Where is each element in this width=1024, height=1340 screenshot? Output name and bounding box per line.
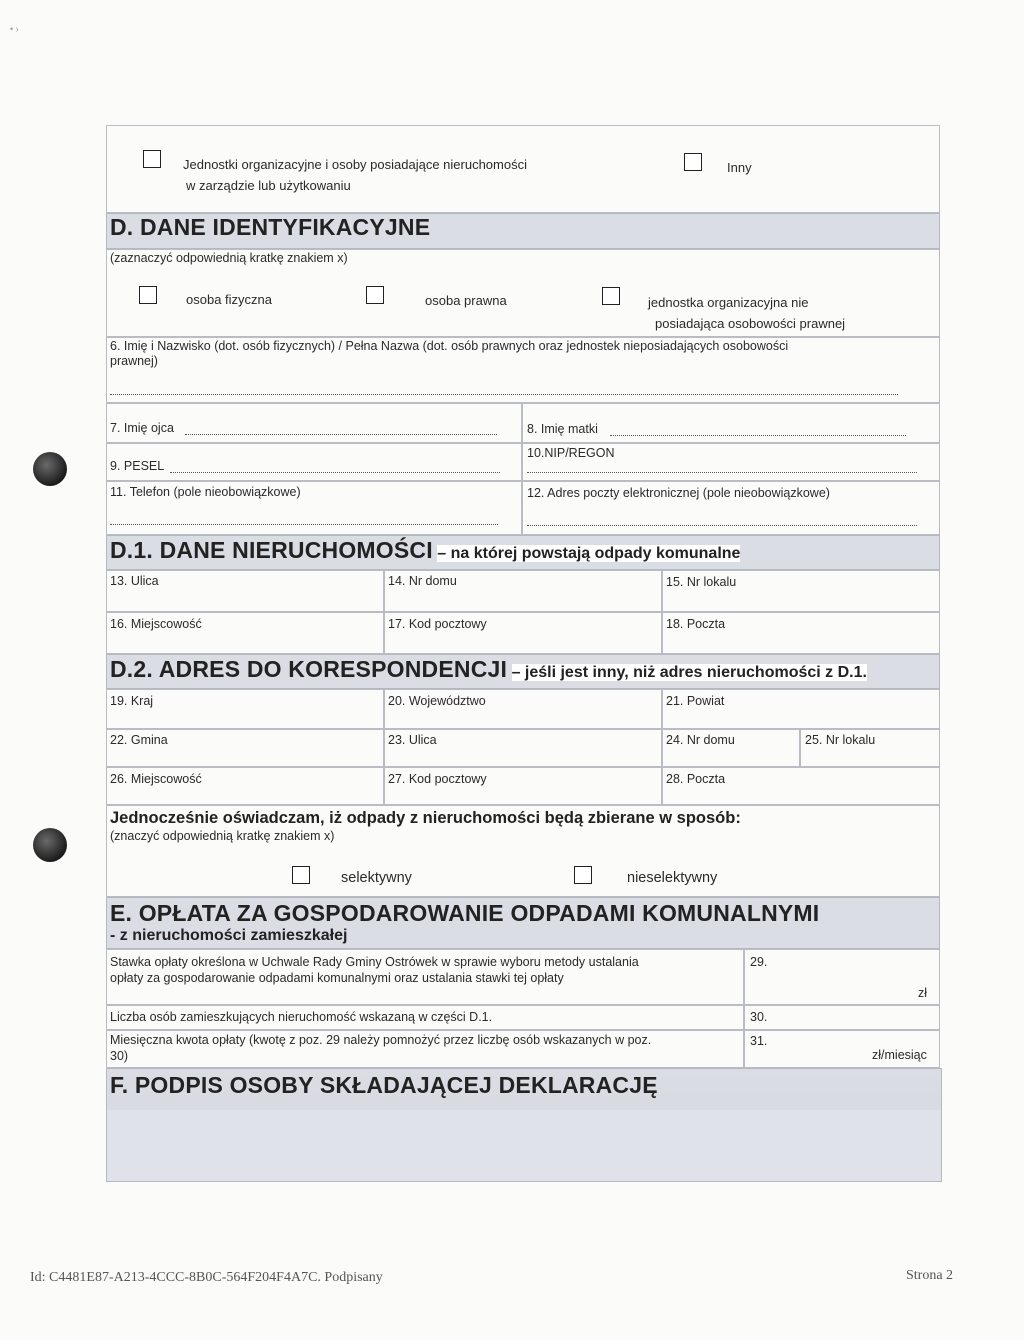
section-d2-title (110, 656, 867, 683)
punch-hole-top (33, 452, 67, 486)
field-6-label-line2: prawnej) (110, 354, 158, 368)
field-31-unit: zł/miesiąc (872, 1048, 927, 1062)
field-15-label: 15. Nr lokalu (666, 575, 737, 589)
section-e-subtitle: - z nieruchomości zamieszkałej (110, 927, 348, 944)
field-21-label: 21. Powiat (666, 694, 725, 708)
section-d-title: D. DANE IDENTYFIKACYJNE (110, 214, 431, 240)
field-9-label: 9. PESEL (110, 459, 165, 473)
option-nieselektywny: nieselektywny (627, 870, 718, 886)
field-24-label: 24. Nr domu (666, 733, 735, 747)
field-30-box[interactable] (744, 1005, 940, 1030)
checkbox-selektywny[interactable] (292, 866, 310, 884)
field-28-label: 28. Poczta (666, 772, 726, 786)
field-8-input[interactable] (610, 435, 906, 436)
field-26-label: 26. Miejscowość (110, 772, 202, 786)
field-11-input[interactable] (110, 524, 498, 525)
field-18-label: 18. Poczta (666, 617, 726, 631)
field-27-label: 27. Kod pocztowy (388, 772, 487, 786)
option-inny: Inny (727, 160, 752, 175)
field-8-label: 8. Imię matki (527, 422, 598, 436)
option-jednostka-line2: posiadająca osobowości prawnej (655, 316, 846, 331)
field-6-input[interactable] (110, 394, 898, 395)
field-22-label: 22. Gmina (110, 733, 168, 747)
section-f-title: F. PODPIS OSOBY SKŁADAJĄCEJ DEKLARACJĘ (110, 1072, 658, 1098)
checkbox-osoba-fizyczna[interactable] (139, 286, 157, 304)
option-jednostki-line2: w zarządzie lub użytkowaniu (186, 178, 351, 193)
section-d1-title-rest: – na której powstają odpady komunalne (437, 545, 741, 562)
field-25-label: 25. Nr lokalu (805, 733, 876, 747)
row-31-label-line1: Miesięczna kwota opłaty (kwotę z poz. 29 należy pomnożyć przez liczbę osób wskazanych w poz. (110, 1033, 652, 1047)
page-mark: • › (10, 24, 19, 34)
field-23-label: 23. Ulica (388, 733, 437, 747)
field-7-label: 7. Imię ojca (110, 421, 174, 435)
field-14-label: 14. Nr domu (388, 574, 457, 588)
signature-area[interactable] (107, 1110, 941, 1181)
checkbox-inny[interactable] (684, 153, 702, 171)
field-30-num: 30. (750, 1010, 768, 1024)
section-d1-title (110, 537, 740, 564)
checkbox-jednostki[interactable] (143, 150, 161, 168)
row-30-label: Liczba osób zamieszkujących nieruchomość wskazaną w części D.1. (110, 1010, 493, 1024)
footer-page-number: Strona 2 (906, 1268, 954, 1283)
field-7-input[interactable] (185, 434, 497, 435)
row-29-label-line1: Stawka opłaty określona w Uchwale Rady Gminy Ostrówek w sprawie wyboru metody ustalania (110, 955, 639, 969)
field-13-label: 13. Ulica (110, 574, 159, 588)
option-osoba-fizyczna: osoba fizyczna (186, 292, 272, 307)
field-11-label: 11. Telefon (pole nieobowiązkowe) (110, 485, 301, 499)
punch-hole-bottom (33, 828, 67, 862)
field-9-box (106, 443, 522, 481)
field-10-input[interactable] (527, 472, 917, 473)
field-6-label-line1: 6. Imię i Nazwisko (dot. osób fizycznych) / Pełna Nazwa (dot. osób prawnych oraz jednostek nieposiadających osobowości (110, 339, 789, 353)
option-osoba-prawna: osoba prawna (425, 293, 507, 308)
field-17-label: 17. Kod pocztowy (388, 617, 487, 631)
field-29-box[interactable] (744, 949, 940, 1005)
section-d1-title-main: D.1. DANE NIERUCHOMOŚCI (110, 537, 433, 563)
section-e-title: E. OPŁATA ZA GOSPODAROWANIE ODPADAMI KOMUNALNYMI (110, 900, 820, 926)
field-31-num: 31. (750, 1034, 768, 1048)
declaration-hint: (znaczyć odpowiednią kratkę znakiem x) (110, 829, 335, 843)
checkbox-jednostka-org[interactable] (602, 287, 620, 305)
checkbox-nieselektywny[interactable] (574, 866, 592, 884)
field-12-input[interactable] (527, 525, 917, 526)
field-9-input[interactable] (170, 472, 500, 473)
footer-id: Id: C4481E87-A213-4CCC-8B0C-564F204F4A7C. Podpisany (30, 1270, 383, 1285)
field-19-label: 19. Kraj (110, 694, 154, 708)
option-jednostki-line1: Jednostki organizacyjne i osoby posiadające nieruchomości (183, 157, 527, 172)
field-29-num: 29. (750, 955, 768, 969)
row-31-label-line2: 30) (110, 1049, 129, 1063)
declaration-text: Jednocześnie oświadczam, iż odpady z nieruchomości będą zbierane w sposób: (110, 809, 741, 827)
option-jednostka-line1: jednostka organizacyjna nie (648, 295, 809, 310)
field-16-label: 16. Miejscowość (110, 617, 202, 631)
section-d2-title-rest: – jeśli jest inny, niż adres nieruchomości z D.1. (511, 664, 867, 681)
row-29-label-line2: opłaty za gospodarowanie odpadami komunalnymi oraz ustalania stawki tej opłaty (110, 971, 564, 985)
section-d-hint: (zaznaczyć odpowiednią kratkę znakiem x) (110, 251, 348, 265)
field-10-label: 10.NIP/REGON (527, 446, 615, 460)
field-29-unit: zł (918, 986, 928, 1000)
section-d2-title-main: D.2. ADRES DO KORESPONDENCJI (110, 656, 508, 682)
field-12-label: 12. Adres poczty elektronicznej (pole nieobowiązkowe) (527, 486, 830, 500)
field-20-label: 20. Województwo (388, 694, 486, 708)
checkbox-osoba-prawna[interactable] (366, 286, 384, 304)
option-selektywny: selektywny (341, 870, 412, 886)
